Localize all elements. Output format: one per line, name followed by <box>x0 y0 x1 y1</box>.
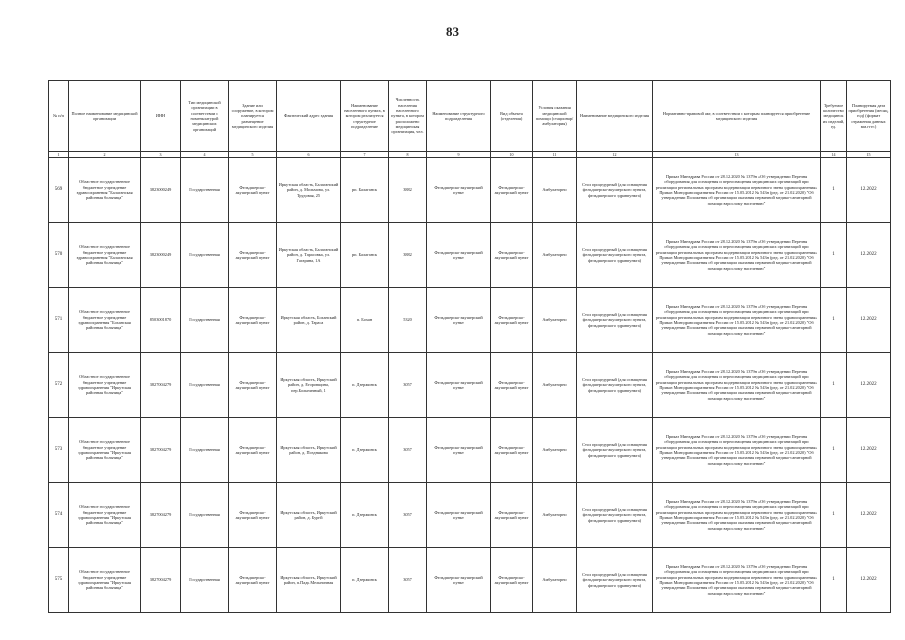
column-header: Нормативно-правовой акт, в соответствии с которым планируется приобретение медицинского изделия <box>653 81 821 152</box>
column-header: Полное наименование медицинской организации <box>69 81 141 152</box>
unit-cell: Фельдшерско-акушерский пункт <box>427 353 491 418</box>
organization-name: Областное государственное бюджетное учреждение здравоохранения "Боханская районная больница" <box>69 288 141 353</box>
column-number: 12 <box>577 152 653 158</box>
object-cell: Фельдшерско-акушерский пункт <box>491 223 533 288</box>
quantity-cell: 1 <box>821 288 847 353</box>
column-header: Наименование структурного подразделения <box>427 81 491 152</box>
date-cell: 12.2022 <box>847 223 891 288</box>
address-cell: Иркутская область, Балаганский район, д. Мольмова, ул. Трудовая, 25 <box>277 158 341 223</box>
conditions-cell: Амбулаторно <box>533 223 577 288</box>
column-header: Планируемая дата приобретения (месяц, год) (формат отражения данных мм.гггг.) <box>847 81 891 152</box>
settlement-cell: п. Дзержинск <box>341 418 389 483</box>
quantity-cell: 1 <box>821 223 847 288</box>
row-number: 571 <box>49 288 69 353</box>
population-cell: 3882 <box>389 158 427 223</box>
row-number: 572 <box>49 353 69 418</box>
legal-act-cell: Приказ Минздрава России от 28.12.2020 № 1379н «Об утверждении Перечня оборудования для оснащения и переоснащения медицинских организаций при реализации региональных программ модернизации первичного звена здравоохранения» Приказ Минздравсоцразвития России от 15.05.2012 № 543н (ред. от 21.02.2020) "Об утверждении Положения об организации оказания первичной медико-санитарной помощи взрослому населению" <box>653 158 821 223</box>
column-number: 14 <box>821 152 847 158</box>
device-cell: Стол процедурный (для оснащения фельдшерско-акушерского пункта, фельдшерского здравпункта) <box>577 288 653 353</box>
quantity-cell: 1 <box>821 158 847 223</box>
quantity-cell: 1 <box>821 418 847 483</box>
unit-cell: Фельдшерско-акушерский пункт <box>427 288 491 353</box>
settlement-cell: рп. Балаганск <box>341 223 389 288</box>
unit-cell: Фельдшерско-акушерский пункт <box>427 483 491 548</box>
org-type: Государственная <box>181 418 229 483</box>
row-number: 570 <box>49 223 69 288</box>
address-cell: Иркутская область, Иркутский район, д. Позднякова <box>277 418 341 483</box>
unit-cell: Фельдшерско-акушерский пункт <box>427 223 491 288</box>
object-cell: Фельдшерско-акушерский пункт <box>491 418 533 483</box>
settlement-cell: п. Бохан <box>341 288 389 353</box>
quantity-cell: 1 <box>821 548 847 613</box>
row-number: 574 <box>49 483 69 548</box>
object-cell: Фельдшерско-акушерский пункт <box>491 548 533 613</box>
organization-name: Областное государственное бюджетное учреждение здравоохранения "Иркутская районная больница" <box>69 483 141 548</box>
address-cell: Иркутская область, Иркутский район, п.Падь Мельничная <box>277 548 341 613</box>
column-number: 8 <box>389 152 427 158</box>
date-cell: 12.2022 <box>847 483 891 548</box>
conditions-cell: Амбулаторно <box>533 353 577 418</box>
column-number: 3 <box>141 152 181 158</box>
building-cell: Фельдшерско-акушерский пункт <box>229 483 277 548</box>
date-cell: 12.2022 <box>847 158 891 223</box>
table-row <box>49 353 891 418</box>
inn-cell: 3823000249 <box>141 158 181 223</box>
population-cell: 3882 <box>389 223 427 288</box>
device-cell: Стол процедурный (для оснащения фельдшерско-акушерского пункта, фельдшерского здравпункта) <box>577 223 653 288</box>
legal-act-cell: Приказ Минздрава России от 28.12.2020 № 1379н «Об утверждении Перечня оборудования для оснащения и переоснащения медицинских организаций при реализации региональных программ модернизации первичного звена здравоохранения» Приказ Минздравсоцразвития России от 15.05.2012 № 543н (ред. от 21.02.2020) "Об утверждении Положения об организации оказания первичной медико-санитарной помощи взрослому населению" <box>653 223 821 288</box>
settlement-cell: рп. Балаганск <box>341 158 389 223</box>
table-row <box>49 158 891 223</box>
population-cell: 3057 <box>389 483 427 548</box>
conditions-cell: Амбулаторно <box>533 548 577 613</box>
device-cell: Стол процедурный (для оснащения фельдшерско-акушерского пункта, фельдшерского здравпункта) <box>577 158 653 223</box>
org-type: Государственная <box>181 223 229 288</box>
date-cell: 12.2022 <box>847 288 891 353</box>
object-cell: Фельдшерско-акушерский пункт <box>491 158 533 223</box>
unit-cell: Фельдшерско-акушерский пункт <box>427 418 491 483</box>
address-cell: Иркутская область, Боханский район, д. Тараса <box>277 288 341 353</box>
settlement-cell: п. Дзержинск <box>341 483 389 548</box>
quantity-cell: 1 <box>821 483 847 548</box>
column-header: Фактический адрес здания <box>277 81 341 152</box>
column-number: 1 <box>49 152 69 158</box>
org-type: Государственная <box>181 548 229 613</box>
column-number: 4 <box>181 152 229 158</box>
column-header: Требуемое количество медицинских изделий, ед. <box>821 81 847 152</box>
object-cell: Фельдшерско-акушерский пункт <box>491 483 533 548</box>
table-row <box>49 223 891 288</box>
population-cell: 3057 <box>389 548 427 613</box>
device-cell: Стол процедурный (для оснащения фельдшерско-акушерского пункта, фельдшерского здравпункта) <box>577 483 653 548</box>
column-header: Здание или сооружение, в котором планируется размещение медицинского изделия <box>229 81 277 152</box>
building-cell: Фельдшерско-акушерский пункт <box>229 548 277 613</box>
organization-name: Областное государственное бюджетное учреждение здравоохранения "Балаганская районная больница" <box>69 158 141 223</box>
conditions-cell: Амбулаторно <box>533 288 577 353</box>
organization-name: Областное государственное бюджетное учреждение здравоохранения "Балаганская районная больница" <box>69 223 141 288</box>
legal-act-cell: Приказ Минздрава России от 28.12.2020 № 1379н «Об утверждении Перечня оборудования для оснащения и переоснащения медицинских организаций при реализации региональных программ модернизации первичного звена здравоохранения» Приказ Минздравсоцразвития России от 15.05.2012 № 543н (ред. от 21.02.2020) "Об утверждении Положения об организации оказания первичной медико-санитарной помощи взрослому населению" <box>653 548 821 613</box>
building-cell: Фельдшерско-акушерский пункт <box>229 353 277 418</box>
address-cell: Иркутская область, Балаганский район, д. Тарасовка, ул. Гагарина, 1А <box>277 223 341 288</box>
address-cell: Иркутская область, Иркутский район, д. Егоровщина, пер.Больничный, 1 <box>277 353 341 418</box>
row-number: 573 <box>49 418 69 483</box>
date-cell: 12.2022 <box>847 353 891 418</box>
legal-act-cell: Приказ Минздрава России от 28.12.2020 № 1379н «Об утверждении Перечня оборудования для оснащения и переоснащения медицинских организаций при реализации региональных программ модернизации первичного звена здравоохранения» Приказ Минздравсоцразвития России от 15.05.2012 № 543н (ред. от 21.02.2020) "Об утверждении Положения об организации оказания первичной медико-санитарной помощи взрослому населению" <box>653 483 821 548</box>
org-type: Государственная <box>181 483 229 548</box>
column-number: 11 <box>533 152 577 158</box>
column-number: 9 <box>427 152 491 158</box>
column-header: Наименование медицинского изделия <box>577 81 653 152</box>
column-header: Условия оказания медицинской помощи (стационар/амбулатория) <box>533 81 577 152</box>
organization-name: Областное государственное бюджетное учреждение здравоохранения "Иркутская районная больница" <box>69 418 141 483</box>
device-cell: Стол процедурный (для оснащения фельдшерско-акушерского пункта, фельдшерского здравпункта) <box>577 548 653 613</box>
object-cell: Фельдшерско-акушерский пункт <box>491 288 533 353</box>
table-row <box>49 418 891 483</box>
date-cell: 12.2022 <box>847 418 891 483</box>
column-number: 2 <box>69 152 141 158</box>
device-cell: Стол процедурный (для оснащения фельдшерско-акушерского пункта, фельдшерского здравпункта) <box>577 353 653 418</box>
inn-cell: 8503001870 <box>141 288 181 353</box>
legal-act-cell: Приказ Минздрава России от 28.12.2020 № 1379н «Об утверждении Перечня оборудования для оснащения и переоснащения медицинских организаций при реализации региональных программ модернизации первичного звена здравоохранения» Приказ Минздравсоцразвития России от 15.05.2012 № 543н (ред. от 21.02.2020) "Об утверждении Положения об организации оказания первичной медико-санитарной помощи взрослому населению" <box>653 353 821 418</box>
quantity-cell: 1 <box>821 353 847 418</box>
unit-cell: Фельдшерско-акушерский пункт <box>427 158 491 223</box>
row-number: 569 <box>49 158 69 223</box>
registry-table <box>48 80 891 613</box>
building-cell: Фельдшерско-акушерский пункт <box>229 288 277 353</box>
page-number: 83 <box>446 24 459 39</box>
header-row <box>49 81 891 152</box>
table-row <box>49 548 891 613</box>
column-header: ИНН <box>141 81 181 152</box>
inn-cell: 3827004279 <box>141 483 181 548</box>
building-cell: Фельдшерско-акушерский пункт <box>229 158 277 223</box>
column-number: 6 <box>277 152 341 158</box>
settlement-cell: п. Дзержинск <box>341 548 389 613</box>
column-number: 13 <box>653 152 821 158</box>
legal-act-cell: Приказ Минздрава России от 28.12.2020 № 1379н «Об утверждении Перечня оборудования для оснащения и переоснащения медицинских организаций при реализации региональных программ модернизации первичного звена здравоохранения» Приказ Минздравсоцразвития России от 15.05.2012 № 543н (ред. от 21.02.2020) "Об утверждении Положения об организации оказания первичной медико-санитарной помощи взрослому населению" <box>653 418 821 483</box>
column-header: Вид объекта (отделения) <box>491 81 533 152</box>
date-cell: 12.2022 <box>847 548 891 613</box>
legal-act-cell: Приказ Минздрава России от 28.12.2020 № 1379н «Об утверждении Перечня оборудования для оснащения и переоснащения медицинских организаций при реализации региональных программ модернизации первичного звена здравоохранения» Приказ Минздравсоцразвития России от 15.05.2012 № 543н (ред. от 21.02.2020) "Об утверждении Положения об организации оказания первичной медико-санитарной помощи взрослому населению" <box>653 288 821 353</box>
building-cell: Фельдшерско-акушерский пункт <box>229 418 277 483</box>
address-cell: Иркутская область, Иркутский район, д. Бургй <box>277 483 341 548</box>
column-number: 10 <box>491 152 533 158</box>
column-header: Численность населения населенного пункта, в котором расположено медицинская организация, чел. <box>389 81 427 152</box>
column-header: Тип медицинской организации в соответствии с номенклатурой медицинских организаций <box>181 81 229 152</box>
org-type: Государственная <box>181 158 229 223</box>
table-row <box>49 483 891 548</box>
inn-cell: 3827004279 <box>141 548 181 613</box>
device-cell: Стол процедурный (для оснащения фельдшерско-акушерского пункта, фельдшерского здравпункта) <box>577 418 653 483</box>
column-header: Наименование населенного пункта, в котором реализуется структурное подразделение <box>341 81 389 152</box>
table-row <box>49 288 891 353</box>
population-cell: 3057 <box>389 418 427 483</box>
org-type: Государственная <box>181 288 229 353</box>
inn-cell: 3827004279 <box>141 353 181 418</box>
organization-name: Областное государственное бюджетное учреждение здравоохранения "Иркутская районная больница" <box>69 548 141 613</box>
organization-name: Областное государственное бюджетное учреждение здравоохранения "Иркутская районная больница" <box>69 353 141 418</box>
column-header: № п/п <box>49 81 69 152</box>
population-cell: 3057 <box>389 353 427 418</box>
column-number: 7 <box>341 152 389 158</box>
unit-cell: Фельдшерско-акушерский пункт <box>427 548 491 613</box>
conditions-cell: Амбулаторно <box>533 158 577 223</box>
conditions-cell: Амбулаторно <box>533 418 577 483</box>
org-type: Государственная <box>181 353 229 418</box>
row-number: 575 <box>49 548 69 613</box>
inn-cell: 3827004279 <box>141 418 181 483</box>
object-cell: Фельдшерско-акушерский пункт <box>491 353 533 418</box>
settlement-cell: п. Дзержинск <box>341 353 389 418</box>
building-cell: Фельдшерско-акушерский пункт <box>229 223 277 288</box>
table-body <box>49 158 891 613</box>
column-number: 5 <box>229 152 277 158</box>
inn-cell: 3823000249 <box>141 223 181 288</box>
conditions-cell: Амбулаторно <box>533 483 577 548</box>
population-cell: 5320 <box>389 288 427 353</box>
column-number: 15 <box>847 152 891 158</box>
